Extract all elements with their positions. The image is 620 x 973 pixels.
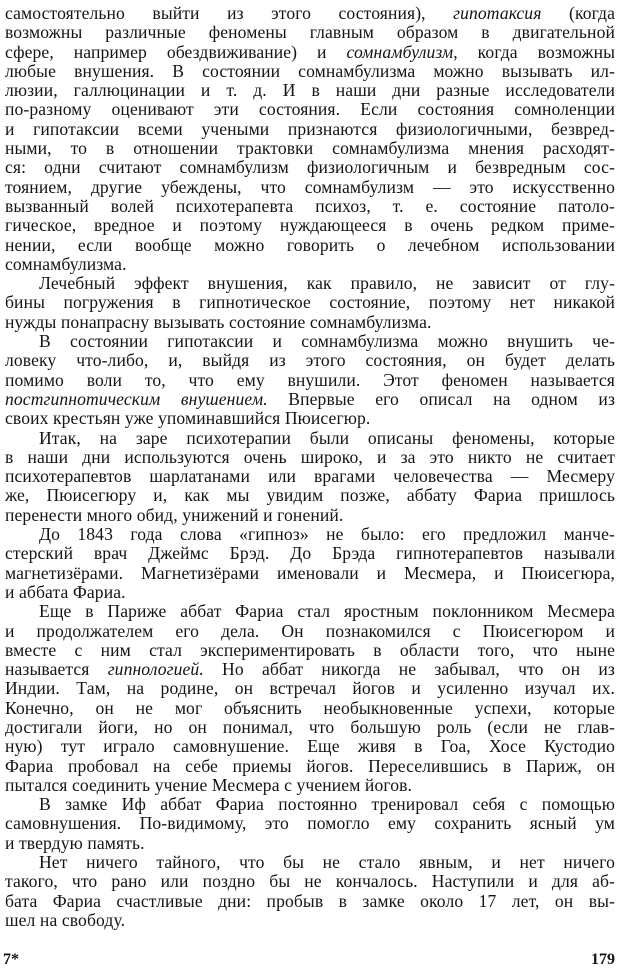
text-run: Нет ничего тайного, что бы не стало явным, и нет ничего (39, 852, 615, 873)
page-footer (3, 950, 615, 970)
page-body (5, 4, 615, 930)
italic-term: гипотаксия (453, 3, 542, 23)
text-run: До 1843 года слова «гипноз» не было: его предложил манче- (39, 524, 615, 545)
text-run: шел на свободу. (5, 909, 126, 930)
text-line (5, 660, 615, 679)
text-line (5, 158, 615, 177)
text-line (5, 236, 615, 255)
text-line (5, 699, 615, 718)
text-line (5, 4, 615, 23)
text-run: В состоянии гипотаксии и сомнамбулизма можно внушить че- (39, 331, 615, 352)
text-line (5, 486, 615, 505)
italic-term: сомнамбулизм, (346, 41, 458, 62)
text-run: люзии, галлюцинации и т. д. И в наши дни разные исследователи (5, 80, 615, 101)
text-run: нужды понапрасну вызывать состояние сомнамбулизма. (5, 311, 432, 332)
text-run: сфере, например обездвиживание) и (5, 41, 347, 62)
text-run: вызванный волей психотерапевта психоз, т. е. состояние патоло- (5, 195, 615, 216)
text-run: бата Фариа счастливые дни: пробыв в замке около 17 лет, он вы- (5, 890, 615, 911)
text-line (5, 293, 615, 312)
text-line (5, 737, 615, 756)
text-run: гическое, вредное и поэтому нуждающееся в очень редком приме- (5, 215, 615, 236)
text-line (5, 178, 615, 197)
text-run: в наши дни используются очень широко, и за это никто не считает (5, 446, 615, 467)
text-run: ными, то в отношении трактовки сомнамбулизма мнения расходят- (5, 138, 615, 159)
text-run: психотерапевтов шарлатанами или врагами человечества — Месмеру (5, 466, 615, 487)
text-run: перенести много обид, унижений и гонений. (5, 504, 344, 525)
text-line (5, 390, 615, 409)
text-line (5, 43, 615, 62)
text-run: помимо воли то, что ему внушили. Этот феномен называется (5, 369, 615, 390)
text-line (5, 255, 615, 274)
text-line (5, 216, 615, 235)
text-line (5, 834, 615, 853)
text-run: любые внушения. В состоянии сомнамбулизма можно вызывать ил- (5, 60, 615, 81)
text-run: и продолжателем его дела. Он познакомился с Пюисегюром и (5, 620, 615, 641)
text-line (5, 583, 615, 602)
text-line (5, 467, 615, 486)
text-run: самостоятельно выйти из этого состояния), (5, 3, 454, 23)
text-line (5, 892, 615, 911)
text-line (5, 100, 615, 119)
text-run: своих крестьян уже упоминавшийся Пюисегюр. (5, 408, 371, 429)
text-line (5, 62, 615, 81)
text-run: Конечно, он не мог объяснить необыкновенные успехи, которые (5, 697, 615, 718)
text-line (5, 332, 615, 351)
text-run: достигали йоги, но он понимал, что большую роль (если не глав- (5, 716, 615, 737)
text-run: ся: одни считают сомнамбулизм физиологичным и безвредным сос- (5, 157, 615, 178)
text-line (5, 641, 615, 660)
text-line (5, 757, 615, 776)
text-run: (когда (541, 3, 615, 23)
text-line (5, 795, 615, 814)
text-run: сомнамбулизма. (5, 253, 127, 274)
text-line (5, 313, 615, 332)
text-line (5, 872, 615, 891)
text-run: пытался соединить учение Месмера с учением йогов. (5, 774, 413, 795)
text-line (5, 814, 615, 833)
text-line (5, 23, 615, 42)
text-line (5, 371, 615, 390)
text-line (5, 81, 615, 100)
text-run: вместе с ним стал экспериментировать в области того, что ныне (5, 639, 615, 660)
text-run: же, Пюисегюру и, как мы увидим позже, аббату Фариа пришлось (5, 485, 615, 506)
text-run: бины погружения в гипнотическое состояние, поэтому нет никакой (5, 292, 615, 313)
text-line (5, 274, 615, 293)
text-run: и гипотаксии всеми учеными признаются физиологичными, безвред- (5, 118, 615, 139)
text-run: Но аббат никогда не забывал, что он из (203, 659, 615, 680)
text-run: и твердую память. (5, 832, 145, 853)
text-line (5, 602, 615, 621)
text-run: самовнушения. По-видимому, это помогло ему сохранить ясный ум (5, 813, 615, 834)
text-line (5, 525, 615, 544)
text-line (5, 448, 615, 467)
text-run: В замке Иф аббат Фариа постоянно тренировал себя с помощью (39, 794, 615, 815)
text-run: тоянием, другие убеждены, что сомнамбулизм — это искусственно (5, 176, 615, 197)
text-line (5, 853, 615, 872)
text-line (5, 197, 615, 216)
text-run: ную) тут играло самовнушение. Еще живя в Гоа, Хосе Кустодио (5, 736, 615, 757)
text-run: Впервые его описал на одном из (267, 388, 615, 409)
text-line (5, 679, 615, 698)
text-run: Итак, на заре психотерапии были описаны феномены, которые (39, 427, 615, 448)
text-run: Еще в Париже аббат Фариа стал яростным поклонником Месмера (39, 601, 615, 622)
text-run: стерский врач Джеймс Брэд. До Брэда гипнотерапевтов называли (5, 543, 615, 564)
italic-term: постгипнотическим внушением. (5, 388, 268, 409)
italic-term: гипнологией. (107, 659, 204, 680)
text-line (5, 409, 615, 428)
text-line (5, 718, 615, 737)
text-line (5, 120, 615, 139)
text-run: возможны различные феномены главным образом в двигательной (5, 22, 615, 43)
text-line (5, 776, 615, 795)
signature-mark: 7* (3, 951, 19, 968)
text-run: и аббата Фариа. (5, 581, 126, 602)
text-line (5, 911, 615, 930)
text-run: Фариа пробовал на себе приемы йогов. Переселившись в Париж, он (5, 755, 615, 776)
text-line (5, 506, 615, 525)
text-line (5, 429, 615, 448)
text-line (5, 544, 615, 563)
text-run: магнетизёрами. Магнетизёрами именовали и Месмера, и Пюисегюра, (5, 562, 615, 583)
text-line (5, 139, 615, 158)
text-line (5, 622, 615, 641)
page-number: 179 (591, 951, 615, 968)
text-run: называется (5, 659, 108, 680)
text-run: Индии. Там, на родине, он встречал йогов и усиленно изучал их. (5, 678, 615, 699)
text-run: когда возможны (457, 41, 615, 62)
text-run: по-разному оценивают эти состояния. Если состояния сомноленции (5, 99, 615, 120)
text-run: Лечебный эффект внушения, как правило, не зависит от глу- (39, 273, 615, 294)
text-line (5, 351, 615, 370)
text-run: ловеку что-либо, и, выйдя из этого состояния, он будет делать (5, 350, 615, 371)
text-run: нении, если вообще можно говорить о лечебном использовании (5, 234, 615, 255)
text-line (5, 564, 615, 583)
text-run: такого, что рано или поздно бы не кончалось. Наступили и для аб- (5, 871, 615, 892)
